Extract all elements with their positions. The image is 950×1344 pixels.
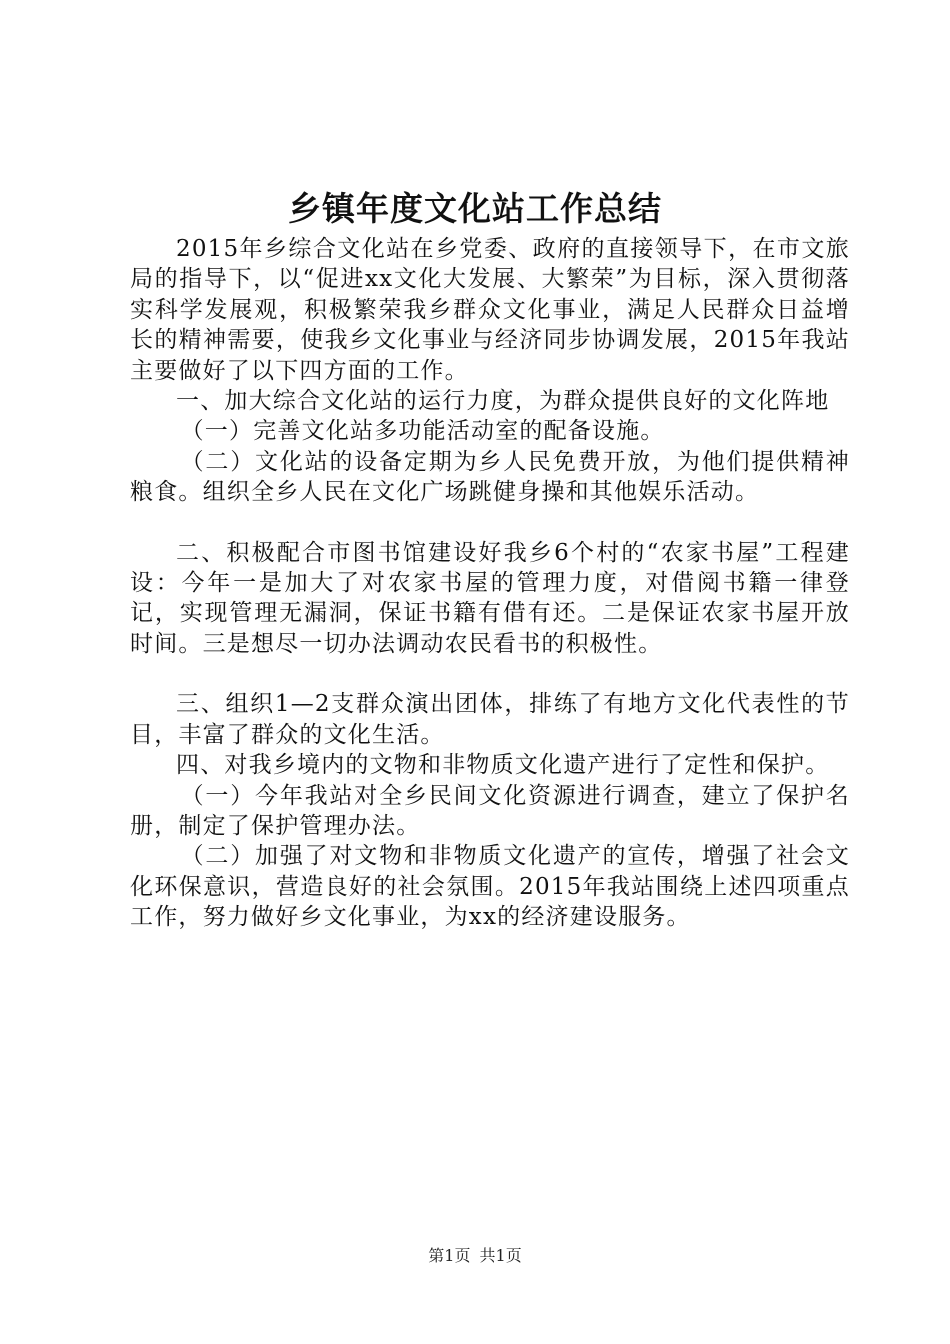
page-footer <box>0 1246 950 1266</box>
section-one-item-2: （二）文化站的设备定期为乡人民免费开放，为他们提供精神粮食。组织全乡人民在文化广场跳健身操和其他娱乐活动。 <box>130 448 850 506</box>
section-two-paragraph: 二、积极配合市图书馆建设好我乡6个村的“农家书屋”工程建设：今年一是加大了对农家书屋的管理力度，对借阅书籍一律登记，实现管理无漏洞，保证书籍有借有还。二是保证农家书屋开放时间。三是想尽一切办法调动农民看书的积极性。 <box>130 539 850 657</box>
section-three-paragraph: 三、组织1—2支群众演出团体，排练了有地方文化代表性的节目，丰富了群众的文化生活。 <box>130 691 850 748</box>
page-total: 共1页 <box>479 1246 522 1265</box>
section-one-item-1: （一）完善文化站多功能活动室的配备设施。 <box>180 418 665 445</box>
intro-paragraph: 2015年乡综合文化站在乡党委、政府的直接领导下，在市文旅局的指导下，以“促进xx文化大发展、大繁荣”为目标，深入贯彻落实科学发展观，积极繁荣我乡群众文化事业，满足人民群众日益增长的精神需要，使我乡文化事业与经济同步协调发展，2015年我站主要做好了以下四方面的工作。 <box>130 236 850 384</box>
paragraph-spacer <box>130 659 850 689</box>
section-four-item-2: （二）加强了对文物和非物质文化遗产的宣传，增强了社会文化环保意识，营造良好的社会氛围。2015年我站围绕上述四项重点工作，努力做好乡文化事业，为xx的经济建设服务。 <box>130 843 850 931</box>
document-body <box>130 234 850 933</box>
paragraph-spacer <box>130 508 850 538</box>
section-one-heading: 一、加大综合文化站的运行力度，为群众提供良好的文化阵地 <box>176 388 830 415</box>
page-number: 第1页 <box>428 1246 471 1265</box>
section-four-item-1: （一）今年我站对全乡民间文化资源进行调查，建立了保护名册，制定了保护管理办法。 <box>130 782 850 839</box>
document-title: 乡镇年度文化站工作总结 <box>288 189 662 228</box>
section-four-heading: 四、对我乡境内的文物和非物质文化遗产进行了定性和保护。 <box>176 752 830 779</box>
